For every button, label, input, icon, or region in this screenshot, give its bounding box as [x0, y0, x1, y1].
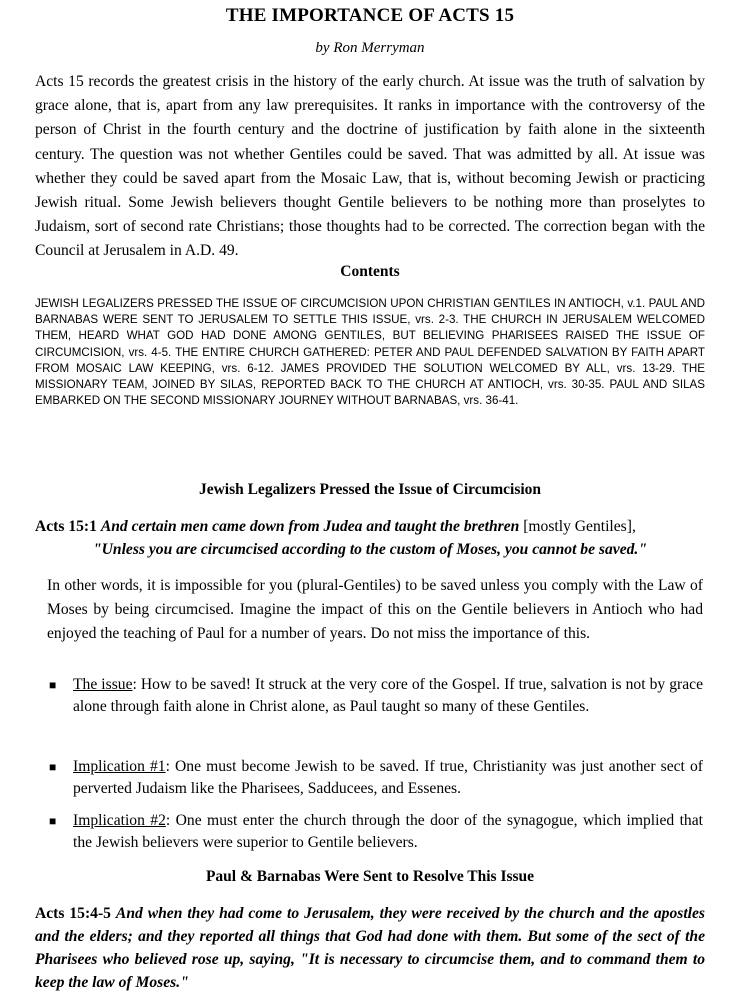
bullet-list-issue: [47, 674, 703, 718]
document-title: THE IMPORTANCE OF ACTS 15: [225, 5, 515, 26]
verse-reference: Acts 15:1: [35, 518, 97, 535]
verse-acts-15-1: [35, 515, 705, 561]
author-byline: by Ron Merryman: [315, 40, 425, 56]
verse-bracket-note: [mostly Gentiles],: [523, 518, 636, 535]
bullet-text: : How to be saved! It struck at the very core of the Gospel. If true, salvation is not by grace alone through faith alone in Christ alone, as Paul taught so many of these Gentiles.: [73, 676, 703, 715]
section-heading-legalizers: Jewish Legalizers Pressed the Issue of Circumcision: [198, 481, 542, 498]
bullet-square-icon: ■: [49, 678, 57, 692]
bullet-label: Implication #2: [73, 812, 166, 829]
intro-paragraph: Acts 15 records the greatest crisis in the history of the early church. At issue was the truth of salvation by grace alone, that is, apart from any law prerequisites. It ranks in importance with the controversy of the person of Christ in the fourth century and the doctrine of justification by faith alone in the sixteenth century. The question was not whether Gentiles could be saved. That was admitted by all. At issue was whether they could be saved apart from the Mosaic Law, that is, without becoming Jewish or practicing Jewish ritual. Some Jewish believers thought Gentile believers to be nothing more than proselytes to Judaism, sort of second rate Christians; those thoughts had to be corrected. The correction began with the Council at Jerusalem in A.D. 49.: [35, 73, 705, 260]
bullet-text: : One must enter the church through the door of the synagogue, which implied that the Jewish believers were superior to Gentile believers.: [73, 812, 703, 851]
commentary-paragraph: In other words, it is impossible for you (plural-Gentiles) to be saved unless you comply with the Law of Moses by being circumcised. Imagine the impact of this on the Gentile believers in Antioch who had enjoyed the teaching of Paul for a number of years. Do not miss the importance of this.: [47, 577, 703, 642]
bullet-square-icon: ■: [49, 760, 57, 774]
list-item: [47, 810, 703, 854]
list-item: [47, 756, 703, 800]
verse-reference: Acts 15:4-5: [35, 905, 111, 922]
verse-text: And when they had come to Jerusalem, they were received by the church and the apostles and the elders; and they reported all things that God had done with them. But some of the sect of the Pharisees who believed rose up, saying, "It is necessary to circumcise them, and to command them to keep the law of Moses.": [35, 905, 706, 991]
bullet-list-implication-2: [47, 810, 703, 854]
verse-acts-15-4-5: [35, 902, 705, 994]
contents-summary: JEWISH LEGALIZERS PRESSED THE ISSUE OF CIRCUMCISION UPON CHRISTIAN GENTILES IN ANTIOCH, v.1. PAUL AND BARNABAS WERE SENT TO JERUSALEM TO SETTLE THIS ISSUE, vrs. 2-3. THE CHURCH IN JERUSALEM WELCOMED THEM, HEARD WHAT GOD HAD DONE AMONG GENTILES, BUT BELIEVING PHARISEES RAISED THE ISSUE OF CIRCUMCISION, vrs. 4-5. THE ENTIRE CHURCH GATHERED: PETER AND PAUL DEFENDED SALVATION BY FAITH APART FROM MOSAIC LAW KEEPING, vrs. 6-12. JAMES PROVIDED THE SOLUTION WELCOMED BY ALL, vrs. 13-29. THE MISSIONARY TEAM, JOINED BY SILAS, REPORTED BACK TO THE CHURCH AT ANTIOCH, vrs. 30-35. PAUL AND SILAS EMBARKED ON THE SECOND MISSIONARY JOURNEY WITHOUT BARNABAS, vrs. 36-41.: [35, 297, 705, 408]
contents-heading: Contents: [340, 263, 400, 280]
list-item: [47, 674, 703, 718]
verse-quote: "Unless you are circumcised according to the custom of Moses, you cannot be saved.": [93, 541, 647, 558]
bullet-list-implication-1: [47, 756, 703, 800]
bullet-label: The issue: [73, 676, 133, 693]
bullet-text: : One must become Jewish to be saved. If true, Christianity was just another sect of perverted Judaism like the Pharisees, Sadducees, and Essenes.: [73, 758, 703, 797]
section-heading-paul-barnabas: Paul & Barnabas Were Sent to Resolve This Issue: [205, 868, 535, 885]
verse-text: And certain men came down from Judea and taught the brethren: [100, 518, 520, 535]
bullet-label: Implication #1: [73, 758, 166, 775]
bullet-square-icon: ■: [49, 814, 57, 828]
